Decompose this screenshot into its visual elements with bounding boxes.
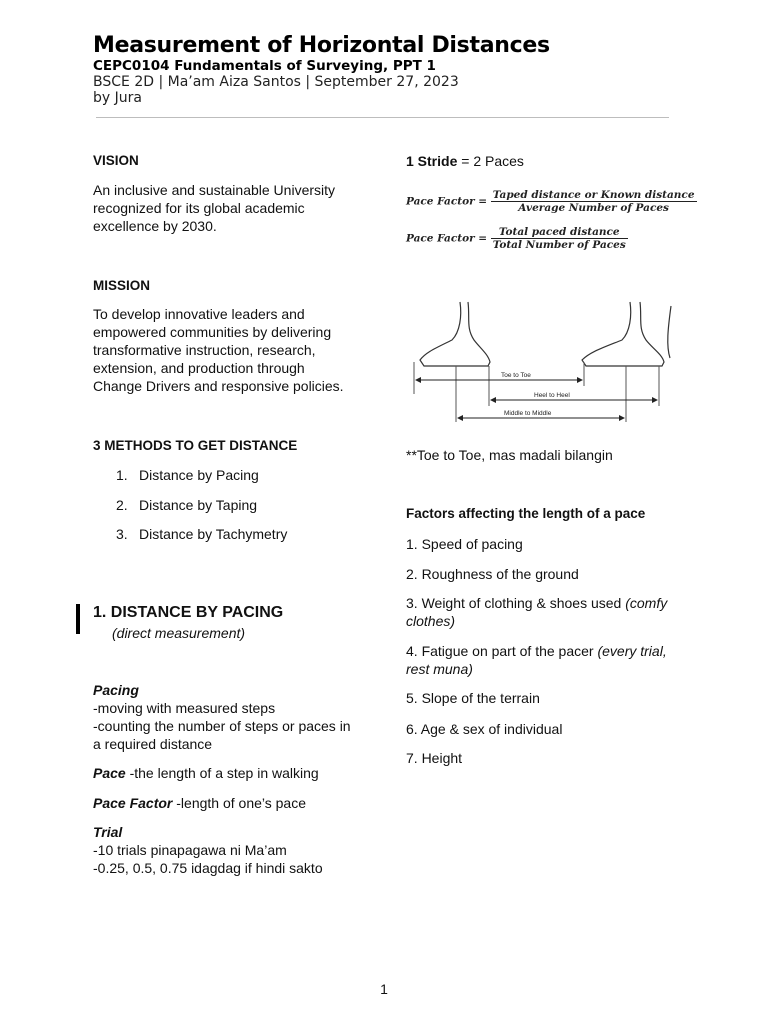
mission-text	[93, 305, 344, 395]
trial-term: Trial	[93, 824, 123, 840]
heel-to-heel-label: Heel to Heel	[534, 392, 570, 399]
definition-line: a required distance	[93, 736, 213, 752]
pace-factor-def: -length of one’s pace	[172, 795, 306, 811]
pace-def: -the length of a step in walking	[125, 765, 319, 781]
pace-factor-formula-2	[406, 226, 628, 251]
method-label: Distance by Taping	[139, 497, 258, 513]
formula-numerator: Taped distance or Known distance	[492, 189, 695, 201]
factor-item	[406, 720, 562, 738]
formula-lhs: Pace Factor =	[406, 232, 488, 245]
right-foot-outline	[582, 302, 664, 366]
list-number: 1.	[116, 467, 128, 483]
factor-text: 4. Fatigue on part of the pacer	[406, 643, 598, 659]
ankle-line	[668, 306, 671, 358]
method-label: Distance by Pacing	[139, 467, 259, 483]
vision-heading: VISION	[93, 153, 139, 168]
left-foot-outline	[420, 302, 490, 366]
mission-line: transformative instruction, research,	[93, 342, 316, 358]
vision-line: excellence by 2030.	[93, 218, 217, 234]
mission-line: Change Drivers and responsive policies.	[93, 378, 344, 394]
class-meta: BSCE 2D | Ma’am Aiza Santos | September 27, 2023	[93, 74, 459, 90]
factor-item	[406, 642, 676, 678]
trial-definition	[93, 841, 323, 877]
definition-line: -counting the number of steps or paces in	[93, 718, 351, 734]
factor-item	[406, 565, 579, 583]
mission-line: To develop innovative leaders and	[93, 306, 305, 322]
toe-to-toe-label: Toe to Toe	[501, 372, 531, 379]
formula-fraction	[491, 226, 628, 251]
mission-line: empowered communities by delivering	[93, 324, 332, 340]
middle-to-middle-label: Middle to Middle	[504, 410, 552, 417]
formula-denominator: Average Number of Paces	[518, 202, 669, 214]
page-number: 1	[380, 981, 388, 997]
factor-item	[406, 535, 523, 553]
definition-line: -0.25, 0.5, 0.75 idagdag if hindi sakto	[93, 860, 323, 876]
section-marker	[76, 604, 80, 634]
factors-heading: Factors affecting the length of a pace	[406, 506, 646, 521]
factor-text: 6. Age & sex of individual	[406, 721, 563, 737]
pace-definition	[93, 764, 319, 782]
factor-note: (comfy clothes)	[406, 595, 668, 629]
pace-factor-definition	[93, 794, 306, 812]
pace-factor-formula-1	[406, 189, 697, 214]
factor-item	[406, 689, 540, 707]
mission-line: extension, and production through	[93, 360, 305, 376]
list-number: 3.	[116, 526, 128, 542]
stride-line	[406, 152, 524, 170]
formula-lhs: Pace Factor =	[406, 195, 488, 208]
factor-text: 3. Weight of clothing & shoes used	[406, 595, 626, 611]
factor-text: 5. Slope of the terrain	[406, 690, 540, 706]
factor-note: (every trial, rest muna)	[406, 643, 667, 677]
stride-term: 1 Stride	[406, 153, 458, 169]
definition-line: -moving with measured steps	[93, 700, 276, 716]
author-line: by Jura	[93, 90, 142, 106]
pacing-diagram	[406, 298, 674, 428]
formula-numerator: Total paced distance	[491, 226, 628, 239]
vision-text	[93, 181, 335, 235]
list-number: 2.	[116, 497, 128, 513]
pacing-definition	[93, 699, 351, 753]
pacing-section-note: (direct measurement)	[112, 625, 246, 641]
method-item	[116, 526, 287, 542]
formula-fraction	[491, 189, 697, 214]
diagram-note: **Toe to Toe, mas madali bilangin	[406, 447, 613, 463]
stride-equation: = 2 Paces	[457, 153, 524, 169]
vision-line: recognized for its global academic	[93, 200, 305, 216]
pacing-section-heading: 1. DISTANCE BY PACING	[93, 604, 284, 621]
method-item	[116, 467, 259, 483]
vision-line: An inclusive and sustainable University	[93, 182, 336, 198]
pacing-term: Pacing	[93, 682, 139, 698]
factor-text: 7. Height	[406, 750, 463, 766]
factor-text: 1. Speed of pacing	[406, 536, 523, 552]
pace-term: Pace	[93, 765, 126, 781]
header-divider	[96, 117, 669, 118]
factor-text: 2. Roughness of the ground	[406, 566, 579, 582]
mission-heading: MISSION	[93, 278, 151, 293]
method-item	[116, 497, 257, 513]
methods-heading: 3 METHODS TO GET DISTANCE	[93, 438, 298, 453]
course-subtitle: CEPC0104 Fundamentals of Surveying, PPT 1	[93, 58, 436, 74]
pace-factor-term: Pace Factor	[93, 795, 173, 811]
method-label: Distance by Tachymetry	[139, 526, 288, 542]
formula-denominator: Total Number of Paces	[492, 239, 626, 251]
document-title: Measurement of Horizontal Distances	[93, 33, 550, 58]
factor-item	[406, 749, 462, 767]
definition-line: -10 trials pinapagawa ni Ma’am	[93, 842, 287, 858]
factor-item	[406, 594, 676, 630]
